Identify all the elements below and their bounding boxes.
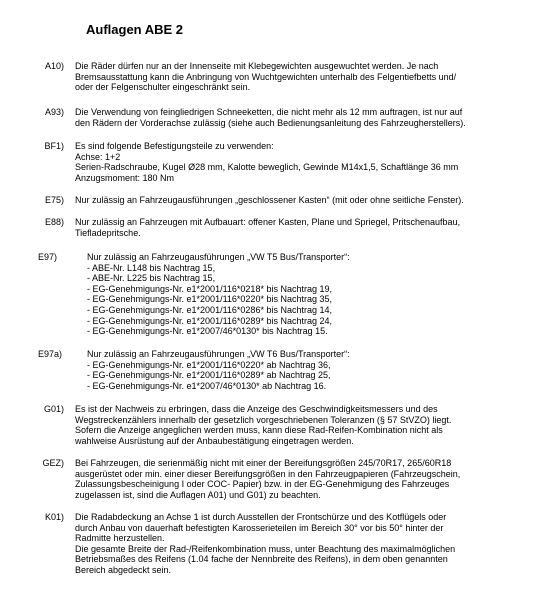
text-line: Nur zulässig an Fahrzeugausführungen „VW T6 Bus/Transporter“: [87, 349, 350, 359]
text-line: Die Verwendung von feingliedrigen Schneeketten, die nicht mehr als 12 mm auftragen, ist nur auf [75, 107, 463, 117]
text-line: Nur zulässig an Fahrzeugen mit Aufbauart: offener Kasten, Plane und Spriegel, Pritschenaufbau, [75, 217, 461, 227]
text-line: Bei Fahrzeugen, die serienmäßig nicht mit einer der Bereifungsgrößen 245/70R17, 265/60R18 [75, 458, 452, 468]
text-line: - ABE-Nr. L225 bis Nachtrag 15, [87, 273, 216, 284]
condition-text [75, 512, 527, 576]
text-line: Die gesamte Breite der Rad-/Reifenkombination muss, unter Beachtung des maximalmöglichen [75, 543, 456, 554]
text-line: Betriebsmaßes des Reifens (1.04 fache der Nennbreite des Reifens), in dem oben genannten [75, 554, 448, 565]
condition-code: BF1) [44, 141, 64, 151]
text-line: Es sind folgende Befestigungsteile zu verwenden: [75, 141, 274, 151]
text-line: - EG-Genehmigungs-Nr. e1*2001/116*0289* bis Nachtrag 24, [87, 315, 332, 326]
condition-code: G01) [43, 404, 64, 414]
text-line: Anzugsmoment: 180 Nm [75, 172, 175, 183]
text-line: durch Anbau von dauerhaft befestigten Karosserieteilen im Bereich 30° vor bis 50° hinter der [75, 522, 444, 533]
text-line: - EG-Genehmigungs-Nr. e1*2007/46*0130* ab Nachtrag 16. [87, 380, 327, 391]
text-line: Es ist der Nachweis zu erbringen, dass die Anzeige des Geschwindigkeitsmessers und des [75, 404, 438, 414]
text-line: Wegstreckenzählers innerhalb der gesetzlich vorgeschriebenen Toleranzen (§ 57 StVZO) liegt. [75, 414, 452, 425]
text-line: - EG-Genehmigungs-Nr. e1*2007/46*0130* bis Nachtrag 15. [87, 326, 328, 337]
text-line: den Rädern der Vorderachse zulässig (siehe auch Bedienungsanleitung des Fahrzeugherstellers). [75, 117, 466, 128]
condition-text [87, 349, 539, 391]
text-line: Radmitte herzustellen. [75, 533, 165, 544]
condition-code: GEZ) [42, 458, 64, 468]
text-line: oder der Felgenschulter eingeschränkt sein. [75, 82, 251, 93]
condition-text [75, 61, 527, 93]
text-line: - ABE-Nr. L148 bis Nachtrag 15, [87, 262, 216, 273]
condition-text [75, 217, 527, 238]
text-line: Zulassungsbescheinigung I oder COC- Papier) bzw. in der EG-Genehmigung des Fahrzeuges [75, 479, 450, 490]
condition-code: A10) [44, 61, 64, 71]
condition-code: E75) [44, 195, 64, 205]
text-line: wahlweise Ausrüstung auf der Anbaubestätigung eingetragen werden. [75, 435, 354, 446]
condition-code: E88) [44, 217, 64, 227]
text-line: ausgerüstet oder min. einer dieser Bereifungsgrößen in den Fahrzeugpapieren (Fahrzeugschein, [75, 468, 461, 479]
condition-code: E97) [38, 252, 58, 262]
text-line: - EG-Genehmigungs-Nr. e1*2001/116*0218* bis Nachtrag 19, [87, 283, 332, 294]
text-line: - EG-Genehmigungs-Nr. e1*2001/116*0289* ab Nachtrag 25, [87, 370, 331, 381]
condition-text [75, 195, 527, 206]
text-line: Bereich abgedeckt sein. [75, 564, 172, 575]
condition-text [87, 252, 539, 337]
condition-text [75, 404, 527, 446]
condition-code: A93) [44, 107, 64, 117]
text-line: zugelassen ist, sind die Auflagen A01) und G01) zu beachten. [75, 489, 321, 500]
text-line: Achse: 1+2 [75, 151, 121, 162]
condition-text [75, 141, 527, 183]
text-line: - EG-Genehmigungs-Nr. e1*2001/116*0220* ab Nachtrag 36, [87, 359, 331, 370]
page-title: Auflagen ABE 2 [86, 22, 184, 37]
text-line: Nur zulässig an Fahrzeugausführungen „VW T5 Bus/Transporter“: [87, 252, 350, 262]
condition-code: E97a) [38, 349, 63, 359]
condition-code: K01) [44, 512, 64, 522]
condition-text [75, 107, 527, 128]
condition-text [75, 458, 527, 500]
text-line: Bremsausstattung kann die Anbringung von Wuchtgewichten unterhalb des Felgentiefbetts und/ [75, 71, 457, 82]
text-line: Nur zulässig an Fahrzeugausführungen „geschlossener Kasten“ (mit oder ohne seitliche Fenster). [75, 195, 464, 205]
text-line: Tiefladepritsche. [75, 227, 141, 238]
text-line: - EG-Genehmigungs-Nr. e1*2001/116*0220* bis Nachtrag 35, [87, 294, 332, 305]
text-line: Die Räder dürfen nur an der Innenseite mit Klebegewichten ausgewuchtet werden. Je nach [75, 61, 439, 71]
text-line: Serien-Radschraube, Kugel Ø28 mm, Kalotte beweglich, Gewinde M14x1,5, Schaftlänge 36 mm [75, 162, 459, 173]
text-line: Sofern die Anzeige angeglichen werden muss, kann diese Rad-Reifen-Kombination nicht als [75, 425, 443, 436]
text-line: Die Radabdeckung an Achse 1 ist durch Ausstellen der Frontschürze und des Kotflügels oder [75, 512, 447, 522]
text-line: - EG-Genehmigungs-Nr. e1*2001/116*0286* bis Nachtrag 14, [87, 304, 332, 315]
